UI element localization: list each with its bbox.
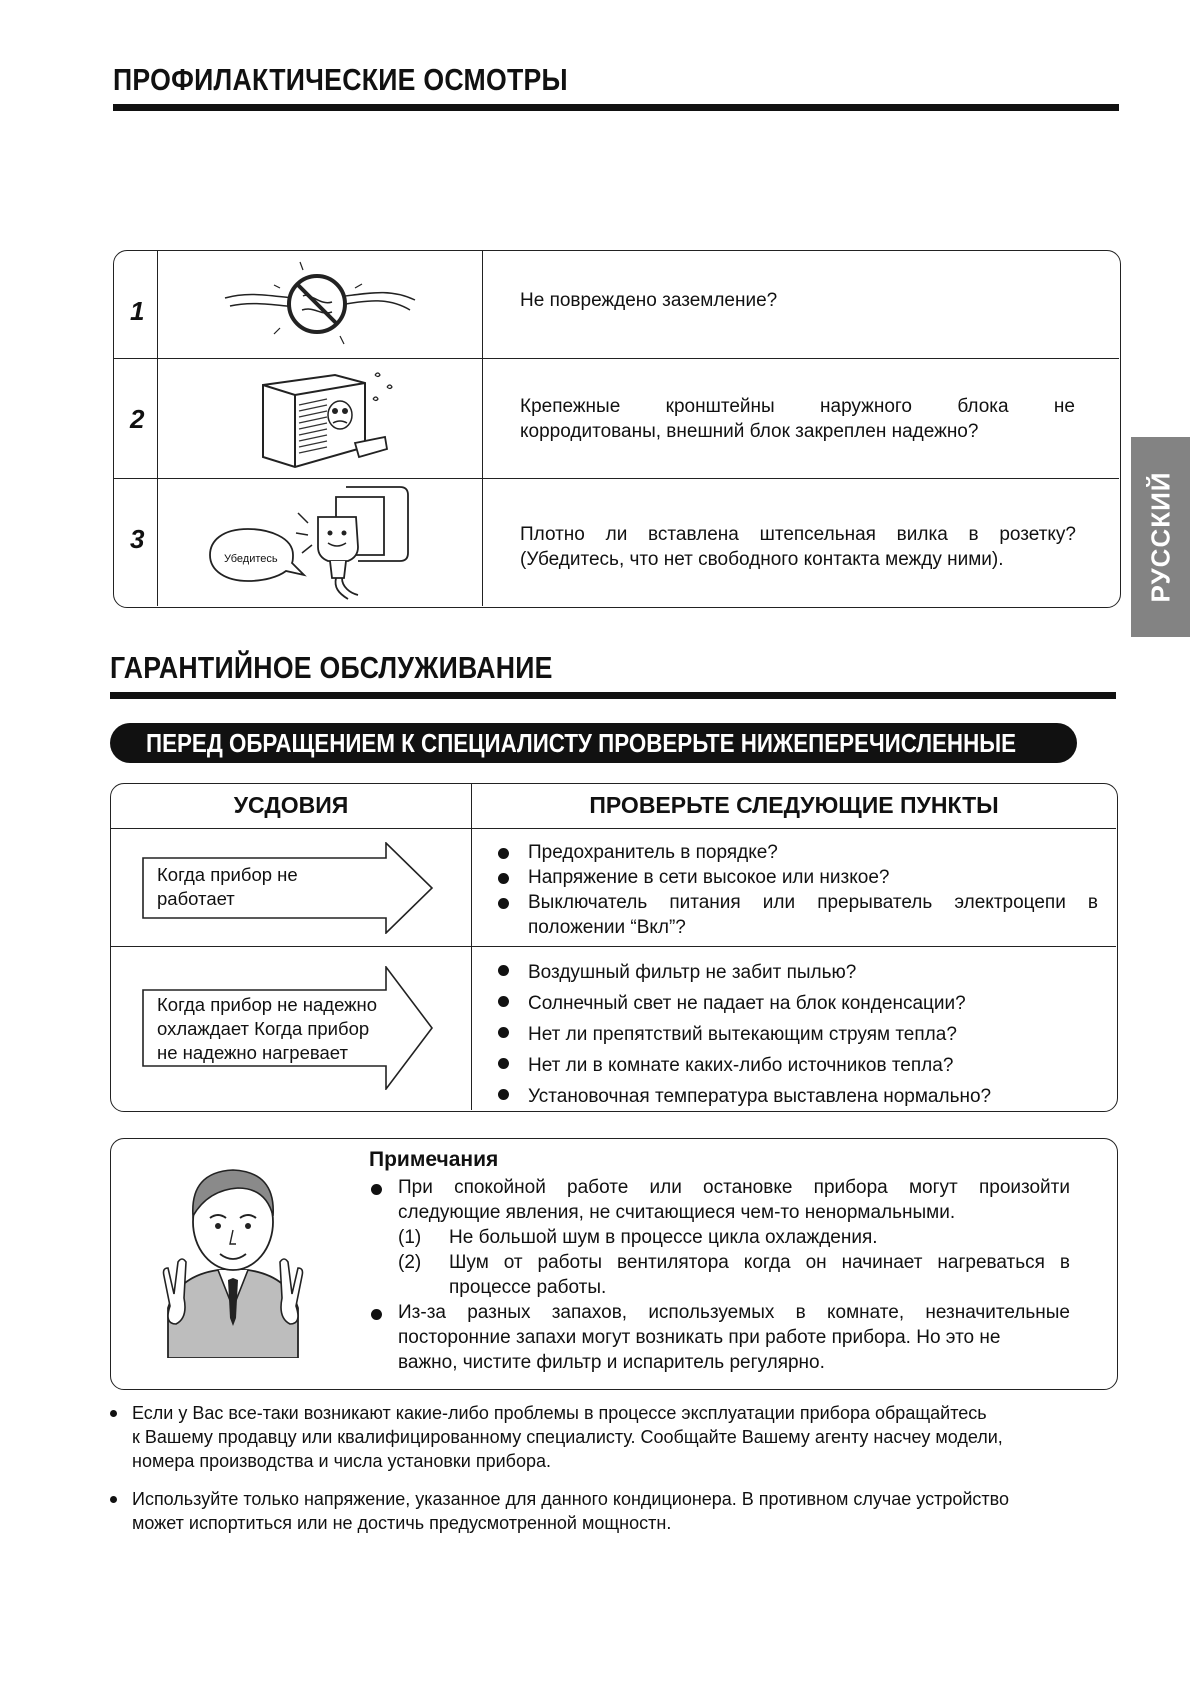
note-line: следующие явления, не считающиеся чем-то ненормальными.	[398, 1202, 956, 1223]
list-item: Напряжение в сети высокое или низкое?	[478, 865, 1098, 890]
note-line: посторонние запахи могут возникать при работе прибора. Но это не	[398, 1327, 1001, 1348]
condition-line: Когда прибор не	[157, 864, 298, 885]
list-item: Нет ли препятствий вытекающим струям тепла?	[478, 1019, 1098, 1050]
bullet-dot	[110, 1496, 117, 1503]
title-underline	[113, 104, 1119, 111]
no-damage-wire-icon	[220, 258, 420, 348]
list-item: Установочная температура выставлена нормально?	[478, 1081, 1098, 1112]
column-header-checks: ПРОВЕРЬТЕ СЛЕДУЮЩИЕ ПУНКТЫ	[589, 792, 999, 818]
bullet-dot	[371, 1184, 382, 1195]
condition-line: не надежно нагревает	[157, 1042, 348, 1063]
list-item: Воздушный фильтр не забит пылью?	[478, 957, 1098, 988]
check-text-plug-l1: Плотно ли вставлена штепсельная вилка в розетку?	[520, 524, 1076, 545]
check-text-grounding: Не повреждено заземление?	[520, 290, 778, 311]
check-text-plug-l2: (Убедитесь, что нет свободного контакта между ними).	[520, 549, 1004, 570]
table-divider	[114, 478, 1119, 479]
checks-list-2	[478, 957, 1098, 1112]
condition-line: охлаждает Когда прибор	[157, 1018, 370, 1039]
column-header-conditions: УСДОВИЯ	[233, 792, 349, 818]
footer-paragraph-line: Используйте только напряжение, указанное для данного кондиционера. В противном случае устройство	[132, 1489, 1010, 1509]
checks-list-1	[478, 840, 1098, 915]
table-divider	[114, 358, 1119, 359]
footer-paragraph-line: номера производства и числа установки прибора.	[132, 1451, 551, 1471]
note-line: важно, чистите фильтр и испаритель регулярно.	[398, 1352, 825, 1373]
check-banner	[110, 723, 1077, 763]
condition-line: работает	[157, 888, 235, 909]
check-text-brackets-l1: Крепежные кронштейны наружного блока не	[520, 396, 1075, 417]
condition-line: Когда прибор не надежно	[157, 994, 378, 1015]
title-underline	[110, 692, 1116, 699]
list-item: Солнечный свет не падает на блок конденсации?	[478, 988, 1098, 1019]
footer-paragraph-line: может испортиться или не достичь предусмотренной мощностн.	[132, 1513, 672, 1533]
section-title-maintenance: ПРОФИЛАКТИЧЕСКИЕ ОСМОТРЫ	[113, 62, 568, 97]
language-tab-label: РУССКИЙ	[1145, 471, 1175, 603]
note-line: При спокойной работе или остановке прибора могут произойти	[398, 1177, 1070, 1198]
table-divider	[471, 784, 472, 1110]
list-item: Предохранитель в порядке?	[478, 840, 1098, 865]
footer-paragraph-line: к Вашему продавцу или квалифицированному специалисту. Сообщайте Вашему агенту насчеу модели,	[132, 1427, 1003, 1447]
bullet-dot	[371, 1309, 382, 1320]
notes-title: Примечания	[369, 1148, 499, 1171]
outdoor-unit-icon	[255, 365, 415, 473]
row-number: 1	[130, 296, 145, 326]
section-title-warranty: ГАРАНТИЙНОЕ ОБСЛУЖИВАНИЕ	[110, 650, 553, 685]
note-line: Не большой шум в процессе цикла охлаждения.	[449, 1227, 878, 1248]
footer-paragraph-line: Если у Вас все-таки возникают какие-либо проблемы в процессе эксплуатации прибора обращайтесь	[132, 1403, 987, 1423]
language-tab	[1131, 437, 1190, 637]
note-line: Шум от работы вентилятора когда он начинает нагреваться в	[449, 1252, 1070, 1273]
row-number: 3	[130, 524, 145, 554]
bubble-label: Убедитесь	[224, 553, 278, 565]
table-divider	[111, 828, 1116, 829]
note-sub-number: (2)	[398, 1252, 422, 1273]
table-divider	[157, 251, 158, 606]
row-number: 2	[130, 404, 145, 434]
bullet-dot	[110, 1410, 117, 1417]
table-divider	[111, 946, 1116, 947]
check-text-brackets-l2: корродитованы, внешний блок закреплен надежно?	[520, 421, 979, 442]
list-item: Выключатель питания или прерыватель электроцепи в	[478, 890, 1098, 915]
list-item: Нет ли в комнате каких-либо источников тепла?	[478, 1050, 1098, 1081]
check-banner-text: ПЕРЕД ОБРАЩЕНИЕМ К СПЕЦИАЛИСТУ ПРОВЕРЬТЕ НИЖЕПЕРЕЧИСЛЕННЫЕ	[146, 728, 1017, 758]
list-item-continuation: положении “Вкл”?	[528, 917, 686, 938]
table-divider	[482, 251, 483, 606]
man-illustration-icon	[148, 1158, 318, 1358]
plug-socket-icon	[208, 483, 418, 601]
note-line: процессе работы.	[449, 1277, 607, 1298]
note-line: Из-за разных запахов, используемых в комнате, незначительные	[398, 1302, 1070, 1323]
note-sub-number: (1)	[398, 1227, 422, 1248]
